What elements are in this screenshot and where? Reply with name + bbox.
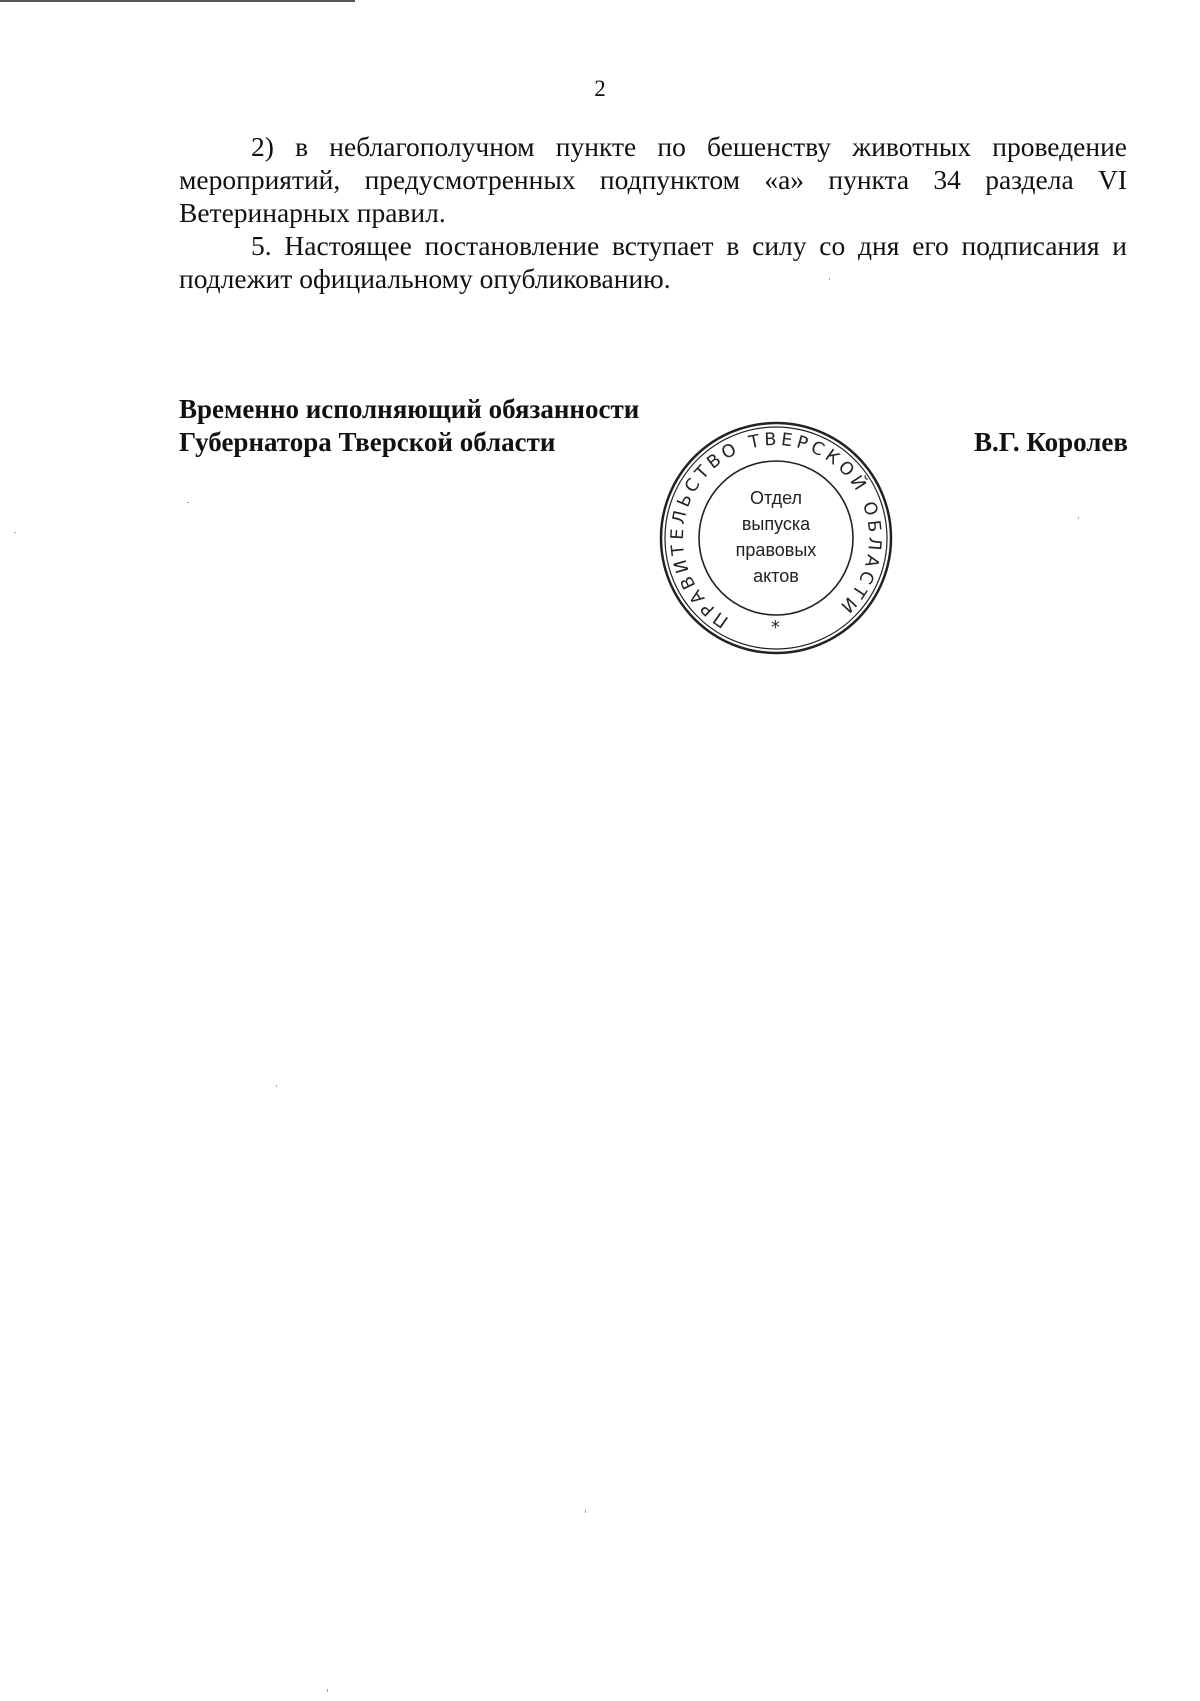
scan-speck bbox=[14, 532, 16, 533]
stamp-center-line-1: Отдел bbox=[749, 488, 803, 508]
page-number: 2 bbox=[594, 76, 606, 101]
scan-speck bbox=[327, 1689, 328, 1692]
stamp-inner-ring bbox=[699, 461, 853, 615]
signatory-title-line-2: Губернатора Тверской области bbox=[179, 427, 556, 457]
stamp-star: * bbox=[771, 618, 783, 638]
top-rule bbox=[0, 0, 355, 2]
stamp-center-line-4: актов bbox=[753, 566, 799, 586]
paragraph-item-5: 5. Настоящее постановление вступает в силу со дня его подписания и подлежит официальному опубликованию. bbox=[179, 230, 1127, 294]
paragraph-item-2: 2) в неблагополучном пункте по бешенству животных проведение мероприятий, предусмотренных подпунктом «а» пункта 34 раздела VI Ветеринарных правил. bbox=[179, 131, 1127, 228]
scan-speck bbox=[187, 502, 189, 503]
stamp-ring-text-path: ПРАВИТЕЛЬСТВО ТВЕРСКОЙ ОБЛАСТИ bbox=[667, 429, 885, 632]
scan-speck bbox=[276, 1085, 277, 1087]
document-body bbox=[179, 130, 1127, 295]
official-stamp bbox=[658, 420, 894, 656]
stamp-center-line-2: выпуска bbox=[741, 514, 811, 534]
signatory-title bbox=[179, 393, 639, 459]
scan-speck bbox=[1078, 517, 1079, 519]
signatory-name: В.Г. Королев bbox=[974, 427, 1128, 457]
signatory-title-line-1: Временно исполняющий обязанности bbox=[179, 394, 640, 424]
scan-speck bbox=[585, 1510, 586, 1513]
scan-speck bbox=[829, 278, 830, 280]
stamp-seal bbox=[658, 420, 894, 656]
stamp-center-line-3: правовых bbox=[735, 540, 817, 560]
